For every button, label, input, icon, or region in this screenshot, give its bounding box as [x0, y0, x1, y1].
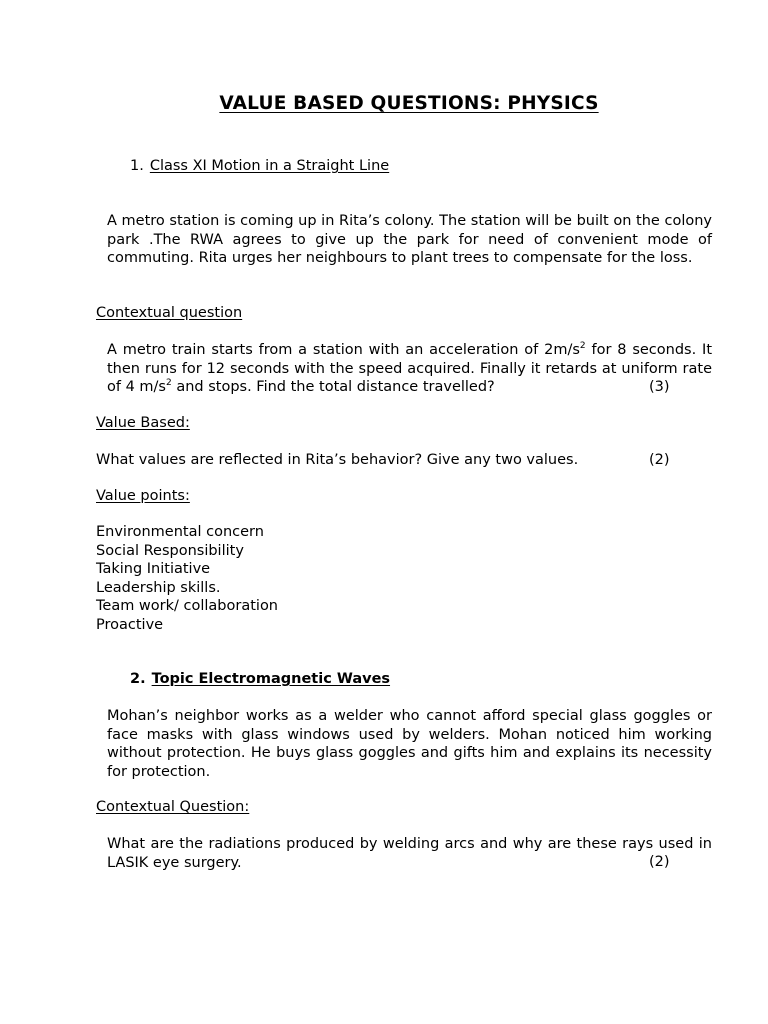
section-1-heading — [130, 156, 389, 176]
contextual-text-part-3: and stops. Find the total distance travelled? — [171, 379, 495, 395]
section-1-title: Class XI Motion in a Straight Line — [149, 158, 390, 174]
value-points-list — [96, 523, 278, 634]
section-2-number: 2. — [130, 671, 146, 687]
section-2-contextual-label: Contextual Question: — [96, 799, 250, 815]
section-2-contextual-question: What are the radiations produced by welding arcs and why are these rays used in LASIK eye surgery. — [107, 836, 712, 871]
section-1-contextual-question — [107, 341, 712, 397]
section-1-number: 1. — [130, 158, 144, 174]
list-item: Taking Initiative — [96, 561, 211, 577]
contextual-text-part-2: for 8 seconds. It then runs for 12 seconds with the speed acquired. Finally it retards at uniform rate of 4 m/s — [107, 342, 713, 395]
list-item: Environmental concern — [96, 524, 264, 540]
page-title: VALUE BASED QUESTIONS: PHYSICS — [219, 93, 599, 114]
superscript-squared: 2 — [579, 341, 586, 351]
section-2-title: Topic Electromagnetic Waves — [151, 671, 391, 687]
value-based-label: Value Based: — [96, 415, 190, 431]
superscript-squared: 2 — [165, 378, 172, 388]
contextual-text-part-1: A metro train starts from a station with an acceleration of 2m/s — [107, 342, 580, 358]
list-item: Proactive — [96, 616, 164, 633]
section-1-contextual-label: Contextual question — [96, 305, 243, 321]
section-2-marks: (2) — [649, 854, 670, 870]
value-points-label: Value points: — [96, 488, 190, 504]
section-1-passage: A metro station is coming up in Rita’s colony. The station will be built on the colony park .The RWA agrees to give up the park for need of convenient mode of commuting. Rita urges her neighbours to plant trees to compensate for the loss. — [107, 213, 712, 266]
list-item: Social Responsibility — [96, 542, 244, 559]
list-item: Leadership skills. — [96, 579, 221, 596]
value-based-question: What values are reflected in Rita’s behavior? Give any two values. — [96, 452, 579, 468]
list-item: Team work/ collaboration — [96, 598, 279, 614]
section-2-heading — [130, 669, 390, 689]
section-1-contextual-marks: (3) — [649, 379, 670, 395]
value-based-marks: (2) — [649, 452, 670, 468]
section-2-passage: Mohan’s neighbor works as a welder who cannot afford special glass goggles or face masks with glass windows used by welders. Mohan noticed him working without protection. He buys glass goggles and gifts him and explains its necessity for protection. — [107, 708, 712, 780]
